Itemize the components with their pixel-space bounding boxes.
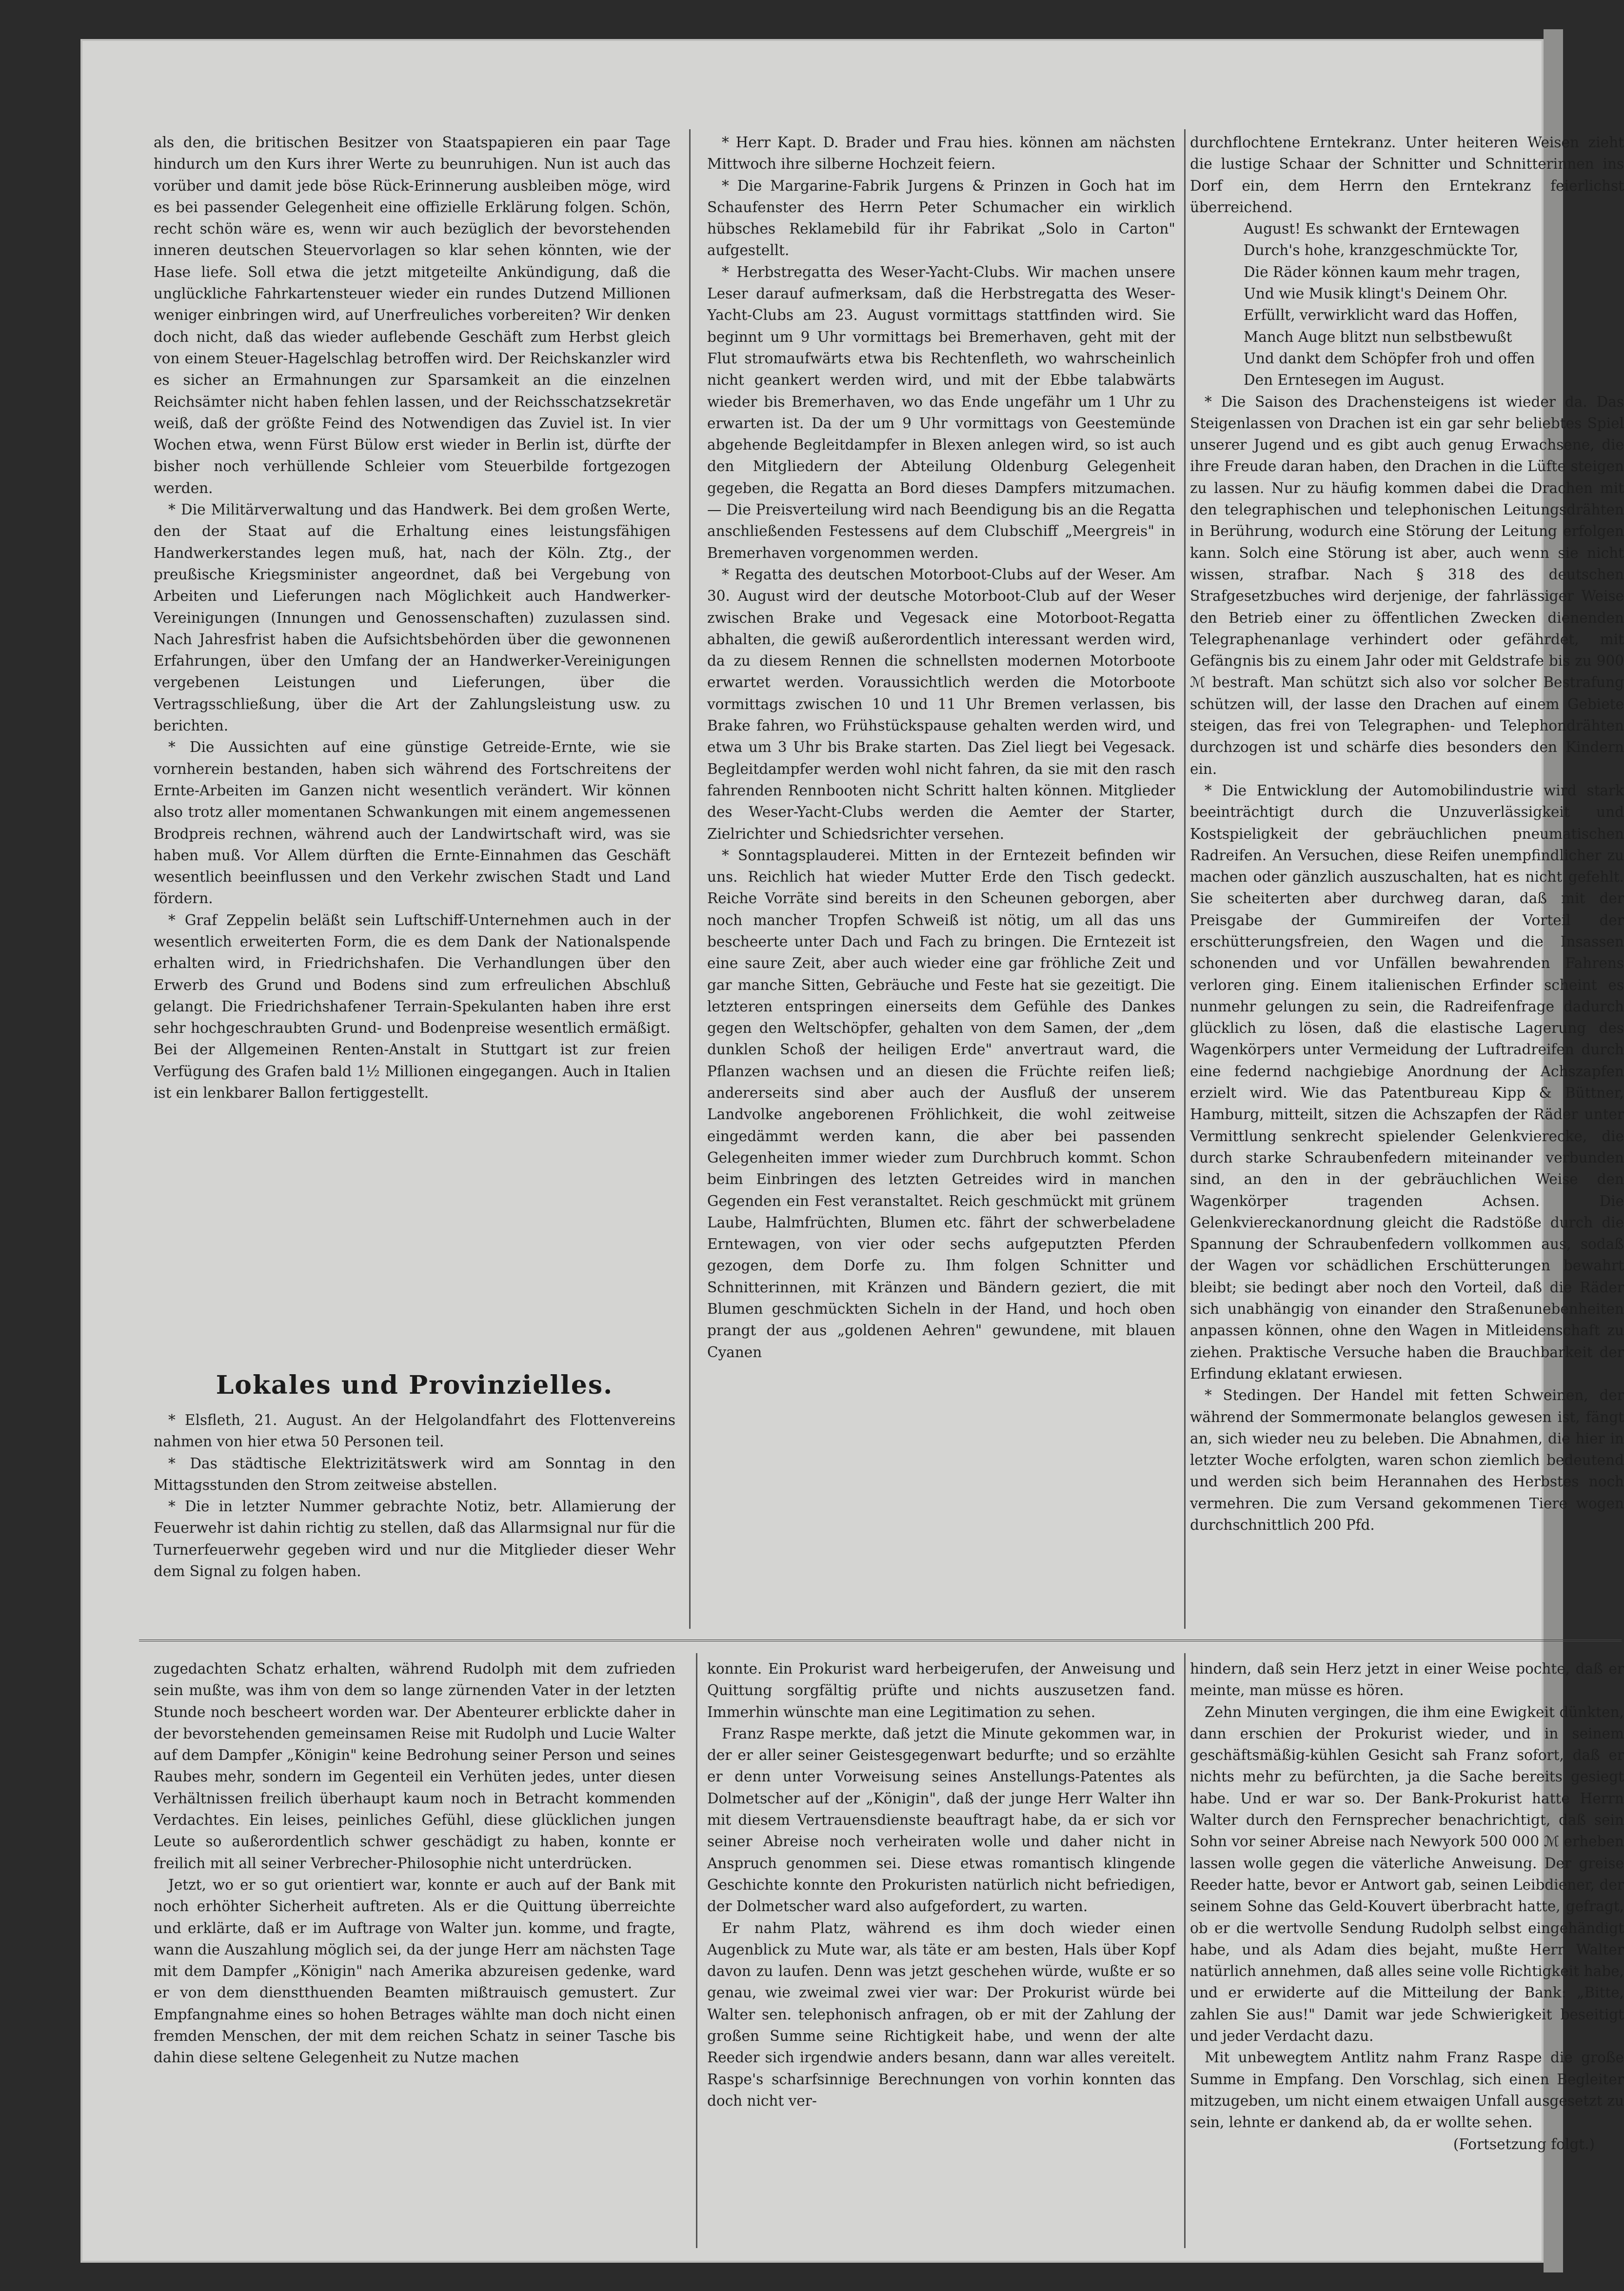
story-paragraph: konnte. Ein Prokurist ward herbeigerufen, der Anweisung und Quittung sorgfältig prüfte und nichts auszusetzen fand. Immerhin wünschte man eine Legitimation zu sehen. <box>707 1660 1175 1720</box>
section-heading: Lokales und Provinzielles. <box>216 1370 614 1400</box>
feuilleton-column-1 <box>154 1658 675 2243</box>
column-1 <box>154 132 671 1375</box>
story-paragraph: Zehn Minuten vergingen, die ihm eine Ewigkeit dünkten, dann erschien der Prokurist wieder, und in seinem geschäftsmäßig-kühlen Gesicht sah Franz sofort, daß er nichts mehr zu befürchten, ja die Sache bereits gesiegt habe. Und er war so. Der Bank-Prokurist hatte Herrn Walter durch den Fernsprecher benachrichtigt, daß sein Sohn vor seiner Abreise nach Newyork 500 000 ℳ erheben lassen wolle gegen die väterliche Anweisung. Der greise Reeder hatte, bevor er Antwort gab, seinen Leibdiener, der seinem Sohne das Geld-Kouvert überbracht hatte, gefragt, ob er die wertvolle Sendung Rudolph selbst eingehändigt habe, und als Adam dies bejaht, mußte Herr Walter natürlich annehmen, daß alles seine volle Richtigkeit habe, und er erwiderte auf die Mitteilung der Bank: „Bitte, zahlen Sie aus!" Damit war jede Schwierigkeit beseitigt und jeder Verdacht dazu. <box>1190 1703 1624 2045</box>
article-paragraph: * Herr Kapt. D. Brader und Frau hies. können am nächsten Mittwoch ihre silberne Hochzeit feiern. <box>707 134 1175 173</box>
feuilleton-separator <box>139 1639 1622 1641</box>
column-1-local-news <box>154 1409 675 1619</box>
article-paragraph: * Die Margarine-Fabrik Jurgens & Prinzen in Goch hat im Schaufenster des Herrn Peter Schumacher ein wirklich hübsches Reklamebild für ihr Fabrikat „Solo in Carton" aufgestellt. <box>707 177 1175 259</box>
article-paragraph: * Die Aussichten auf eine günstige Getreide-Ernte, wie sie vornherein bestanden, haben sich während des Fortschreitens der Ernte-Arbeiten im Ganzen nicht wesentlich verändert. Wir können also trotz aller momentanen Schwankungen mit einem angemessenen Brodpreis rechnen, während auch der Landwirtschaft wird, was sie haben muß. Vor Allem dürften die Ernte-Einnahmen das Geschäft wesentlich beeinflussen und den Verkehr zwischen Stadt und Land fördern. <box>154 739 671 907</box>
article-paragraph: als den, die britischen Besitzer von Staatspapieren ein paar Tage hindurch um den Kurs ihrer Werte zu beunruhigen. Nun ist auch das vorüber und damit jede böse Rück-Erinnerung ausbleiben möge, wird es bei passender Gelegenheit eine offizielle Erklärung folgen. Schön, recht schön wäre es, wenn wir auch bezüglich der bevorstehenden inneren deutschen Steuervorlagen so klar sehen könnten, wie der Hase liefe. Soll etwa die jetzt mitgeteilte Ankündigung, daß die unglückliche Fahrkartensteuer wieder ein rundes Dutzend Millionen weniger einbringen wird, auf Unerfreuliches vorbereiten? Wir denken doch nicht, daß das wieder auflebende Geschäft zum Herbst gleich von einem Steuer-Hagelschlag betroffen wird. Der Reichskanzler wird es sicher an Ermahnungen zur Sparsamkeit an die einzelnen Reichsämter nicht haben fehlen lassen, und der Reichsschatzsekretär weiß, daß der größte Feind des Notwendigen das Zuviel ist. In vier Wochen etwa, wenn Fürst Bülow erst wieder in Berlin ist, dürfte der bisher noch verhüllende Schleier vom Steuerbilde fortgezogen werden. <box>154 134 671 496</box>
column-divider <box>696 1653 697 2248</box>
article-paragraph: * Die Saison des Drachensteigens ist wieder da. Das Steigenlassen von Drachen ist ein gar sehr beliebtes Spiel unserer Jugend und es gibt auch genug Erwachsene, die ihre Freude daran haben, den Drachen in die Lüfte steigen zu lassen. Nur zu häufig kommen dabei die Drachen mit den telegraphischen und telephonischen Leitungsdrähten in Berührung, wodurch eine Störung der Leitung erfolgen kann. Solch eine Störung ist aber, auch wenn sie nicht wissen, strafbar. Nach § 318 des deutschen Strafgesetzbuches wird derjenige, der fahrlässiger Weise den Betrieb einer zu öffentlichen Zwecken dienenden Telegraphenanlage verhindert oder gefährdet, mit Gefängnis bis zu einem Jahr oder mit Geldstrafe bis zu 900 ℳ bestraft. Man schützt sich also vor solcher Bestrafung schützen will, der lasse den Drachen auf einem Gebiete steigen, das frei von Telegraphen- und Telephondrähten durchzogen ist und schärfe dies besonders den Kindern ein. <box>1190 393 1624 777</box>
poem-line: Und dankt dem Schöpfer froh und offen <box>1244 350 1535 367</box>
poem-line: Erfüllt, verwirklicht ward das Hoffen, <box>1244 307 1518 324</box>
article-paragraph: * Die Militärverwaltung und das Handwerk. Bei dem großen Werte, den der Staat auf die Erhaltung eines leistungsfähigen Handwerkerstandes legen muß, hat, nach der Köln. Ztg., der preußische Kriegsminister angeordnet, daß bei Vergebung von Arbeiten und Lieferungen nach Möglichkeit auch Handwerker-Vereinigungen (Innungen und Genossenschaften) zuzulassen sind. Nach Jahresfrist haben die Aufsichtsbehörden über die gewonnenen Erfahrungen, über den Umfang der an Handwerker-Vereinigungen vergebenen Leistungen und Lieferungen, über die Vertragsschließung, über die Art der Zahlungsleistung usw. zu berichten. <box>154 501 671 734</box>
article-paragraph: * Die in letzter Nummer gebrachte Notiz, betr. Allamierung der Feuerwehr ist dahin richtig zu stellen, daß das Allarmsignal nur für die Turnerfeuerwehr gegeben wird und nur die Mitglieder dieser Wehr dem Signal zu folgen haben. <box>154 1498 675 1580</box>
poem-line: Die Räder können kaum mehr tragen, <box>1244 263 1521 280</box>
column-divider <box>1184 1653 1186 2248</box>
poem-line: Den Erntesegen im August. <box>1244 372 1445 389</box>
column-divider <box>689 129 691 1629</box>
continuation-note: (Fortsetzung folgt.) <box>1453 2135 1595 2153</box>
story-paragraph: Er nahm Platz, während es ihm doch wieder einen Augenblick zu Mute war, als täte er am besten, Hals über Kopf davon zu laufen. Denn was jetzt geschehen würde, wußte er so genau, wie zweimal zwei vier war: Der Prokurist würde bei Walter sen. telephonisch anfragen, ob er mit der Zahlung der großen Summe seine Richtigkeit habe, und wenn der alte Reeder sich irgendwie anders besann, dann war alles vereitelt. Raspe's scharfsinnige Berechnungen von vorhin konnten das doch nicht ver- <box>707 1919 1175 2109</box>
story-paragraph: zugedachten Schatz erhalten, während Rudolph mit dem zufrieden sein mußte, was ihm von dem so lange zürnenden Vater in der letzten Stunde noch bescheert worden war. Der Abenteurer erblickte daher in der bevorstehenden gemeinsamen Reise mit Rudolph und Lucie Walter auf dem Dampfer „Königin" keine Bedrohung seiner Person und seines Raubes mehr, sondern im Gegenteil ein Verhüten jedes, unter diesen Verhältnissen freilich überhaupt kaum noch in Betracht kommenden Verdachtes. Ein leises, peinliches Gefühl, diese glücklichen jungen Leute so außerordentlich schwer geschädigt zu haben, konnte er freilich mit all seiner Verbrecher-Philosophie nicht unterdrücken. <box>154 1660 675 1872</box>
column-3 <box>1190 132 1624 1639</box>
column-2 <box>707 132 1175 1639</box>
article-paragraph: durchflochtene Erntekranz. Unter heiteren Weisen zieht die lustige Schaar der Schnitter und Schnitterinnen ins Dorf ein, dem Herrn den Erntekranz feierlichst überreichend. <box>1190 134 1624 216</box>
story-paragraph: hindern, daß sein Herz jetzt in einer Weise pochte, daß er meinte, man müsse es hören. <box>1190 1660 1624 1699</box>
feuilleton-column-3 <box>1190 1658 1624 2243</box>
poem-line: Durch's hohe, kranzgeschmückte Tor, <box>1244 242 1519 259</box>
article-paragraph: * Das städtische Elektrizitätswerk wird am Sonntag in den Mittagsstunden den Strom zeitweise abstellen. <box>154 1455 675 1493</box>
newspaper-page <box>80 39 1624 2263</box>
article-paragraph: * Graf Zeppelin beläßt sein Luftschiff-Unternehmen auch in der wesentlich erweiterten Form, die es dem Dank der Nationalspende erhalten wird, in Friedrichshafen. Die Verhandlungen über den Erwerb des Grund und Bodens sind zum erfreulichen Abschluß gelangt. Die Friedrichshafener Terrain-Spekulanten haben ihre erst sehr hochgeschraubten Grund- und Bodenpreise wesentlich ermäßigt. Bei der Allgemeinen Renten-Anstalt in Stuttgart ist zur freien Verfügung des Grafen bald 1½ Millionen eingegangen. Auch in Italien ist ein lenkbarer Ballon fertiggestellt. <box>154 911 671 1102</box>
poem-line: Manch Auge blitzt nun selbstbewußt <box>1244 328 1512 345</box>
column-divider <box>1184 129 1186 1629</box>
story-paragraph: Franz Raspe merkte, daß jetzt die Minute gekommen war, in der er aller seiner Geistesgegenwart bedurfte; und so erzählte er denn unter Vorweisung seines Anstellungs-Patentes als Dolmetscher auf der „Königin", daß der junge Herr Walter ihn mit diesem Vertrauensdienste beauftragt habe, da er sich vor seiner Abreise noch verheiraten wolle und daher nicht in Anspruch genommen sei. Diese etwas romantisch klingende Geschichte konnte den Prokuristen natürlich nicht befriedigen, der Dolmetscher ward also aufgefordert, zu warten. <box>707 1725 1175 1915</box>
story-paragraph: Mit unbewegtem Antlitz nahm Franz Raspe die große Summe in Empfang. Den Vorschlag, sich einen Begleiter mitzugeben, um nicht einem etwaigen Unfall ausgesetzt zu sein, lehnte er dankend ab, da er wollte sehen. <box>1190 2049 1624 2131</box>
poem-line: Und wie Musik klingt's Deinem Ohr. <box>1244 285 1508 302</box>
article-paragraph: * Herbstregatta des Weser-Yacht-Clubs. Wir machen unsere Leser darauf aufmerksam, daß die Herbstregatta des Weser-Yacht-Clubs am 23. August vormittags stattfinden wird. Sie beginnt um 9 Uhr vormittags bei Bremerhaven, geht mit der Flut stromaufwärts etwa bis Rechtenfleth, wo wahrscheinlich nicht geankert werden wird, und mit der Ebbe talabwärts wieder bis Bremerhaven, wo das Ende ungefähr um 1 Uhr zu erwarten ist. Da der um 9 Uhr vormittags von Geestemünde abgehende Begleitdampfer in Blexen anlegen wird, so ist auch den Mitgliedern der Abteilung Oldenburg Gelegenheit gegeben, die Regatta an Bord dieses Dampfers mitzumachen. — Die Preisverteilung wird nach Beendigung bis an die Regatta anschließenden Festessens auf dem Clubschiff „Meergreis" in Bremerhaven vorgenommen werden. <box>707 263 1175 561</box>
feuilleton-column-2 <box>707 1658 1175 2243</box>
poem-line: August! Es schwankt der Erntewagen <box>1244 220 1520 237</box>
article-paragraph: * Regatta des deutschen Motorboot-Clubs auf der Weser. Am 30. August wird der deutsche Motorboot-Club auf der Weser zwischen Brake und Vegesack eine Motorboot-Regatta abhalten, die gewiß außerordentlich interessant werden wird, da zu diesem Rennen die schnellsten modernen Motorboote erwartet werden. Voraussichtlich werden die Motorboote vormittags zwischen 10 und 11 Uhr Bremen verlassen, bis Brake fahren, wo Frühstückspause gehalten werden wird, und etwa um 3 Uhr bis Brake starten. Das Ziel liegt bei Vegesack. Begleitdampfer werden wohl nicht fahren, da sie mit den rasch fahrenden Rennbooten nicht Schritt halten können. Mitglieder des Weser-Yacht-Clubs werden die Aemter der Starter, Zielrichter und Schiedsrichter versehen. <box>707 566 1175 842</box>
article-paragraph: * Stedingen. Der Handel mit fetten Schweinen, der während der Sommermonate belanglos gewesen ist, fängt an, sich wieder neu zu beleben. Die Abnahmen, die hier in letzter Woche erfolgten, waren schon ziemlich bedeutend und werden sich beim Herannahen des Herbstes noch vermehren. Die zum Versand gekommenen Tiere wogen durchschnittlich 200 Pfd. <box>1190 1387 1624 1533</box>
article-paragraph: * Elsfleth, 21. August. An der Helgolandfahrt des Flottenvereins nahmen von hier etwa 50 Personen teil. <box>154 1412 675 1450</box>
article-paragraph: * Die Entwicklung der Automobilindustrie wird stark beeinträchtigt durch die Unzuverlässigkeit und Kostspieligkeit der gebräuchlichen pneumatischen Radreifen. An Versuchen, diese Reifen unempfindlicher zu machen oder gänzlich auszuschalten, hat es nicht gefehlt. Sie scheiterten aber durchweg daran, daß mit der Preisgabe der Gummireifen der Vorteil der erschütterungsfreien, den Wagen und die Insassen schonenden und vor Unfällen bewahrenden Fahrens verloren ging. Einem italienischen Erfinder scheint es nunmehr gelungen zu sein, die Radreifenfrage dadurch glücklich zu lösen, daß die elastische Lagerung des Wagenkörpers unter Vermeidung der Luftradreifen durch eine federnd nachgiebige Anordnung der Achszapfen erzielt wird. Wie das Patentbureau Kipp & Büttner, Hamburg, mitteilt, sitzen die Achszapfen der Räder unter Vermittlung senkrecht spielender Gelenkvierecke, die durch starke Schraubenfedern miteinander verbunden sind, an den in der gebräuchlichen Weise den Wagenkörper tragenden Achsen. Die Gelenkviereckanordnung gleicht die Radstöße durch die Spannung der Schraubenfedern vollkommen aus, sodaß der Wagen vor schädlichen Erschütterungen bewahrt bleibt; sie bedingt aber noch den Vorteil, daß die Räder sich unabhängig von einander den Straßenunebenheiten anpassen können, ohne den Wagen in Mitleidenschaft zu ziehen. Praktische Versuche haben die Brauchbarkeit der Erfindung eklatant erwiesen. <box>1190 782 1624 1382</box>
article-paragraph: * Sonntagsplauderei. Mitten in der Erntezeit befinden wir uns. Reichlich hat wieder Mutter Erde den Tisch gedeckt. Reiche Vorräte sind bereits in den Scheunen geborgen, aber noch mancher Tropfen Schweiß ist nötig, um all das uns bescheerte unter Dach und Fach zu bringen. Die Erntezeit ist eine saure Zeit, aber auch wieder eine gar fröhliche Zeit und gar manche Sitten, Gebräuche und Feste hat sie gezeitigt. Die letzteren entspringen einerseits dem Gefühle des Dankes gegen den Weltschöpfer, gehalten von dem Samen, der „dem dunklen Schoß der heiligen Erde" anvertraut ward, die Pflanzen wachsen und an diesen die Früchte reifen ließ; andererseits sind aber auch der Ausfluß der unserem Landvolke angeborenen Fröhlichkeit, die wohl zeitweise eingedämmt werden kann, die aber bei passenden Gelegenheiten immer wieder zum Durchbruch kommt. Schon beim Einbringen des letzten Getreides wird in manchen Gegenden ein Fest veranstaltet. Reich geschmückt mit grünem Laube, Halmfrüchten, Blumen etc. fährt der schwerbeladene Erntewagen, von vier oder sechs aufgeputzten Pferden gezogen, dem Dorfe zu. Ihm folgen Schnitter und Schnitterinnen, mit Kränzen und Bändern geziert, die mit Blumen geschmückten Sicheln in der Hand, und hoch oben prangt der aus „goldenen Aehren" gewundene, mit blauen Cyanen <box>707 847 1175 1361</box>
story-paragraph: Jetzt, wo er so gut orientiert war, konnte er auch auf der Bank mit noch erhöhter Sicherheit auftreten. Als er die Quittung überreichte und erklärte, daß er im Auftrage von Walter jun. komme, und fragte, wann die Auszahlung möglich sei, da der junge Herr am nächsten Tage mit dem Dampfer „Königin" nach Amerika abzureisen gedenke, ward er von dem dienstthuenden Beamten mißtrauisch gemustert. Zur Empfangnahme eines so hohen Betrages wählte man doch nicht einen fremden Menschen, der mit dem reichen Schatz in seiner Tasche bis dahin diese seltene Gelegenheit zu Nutze machen <box>154 1876 675 2066</box>
